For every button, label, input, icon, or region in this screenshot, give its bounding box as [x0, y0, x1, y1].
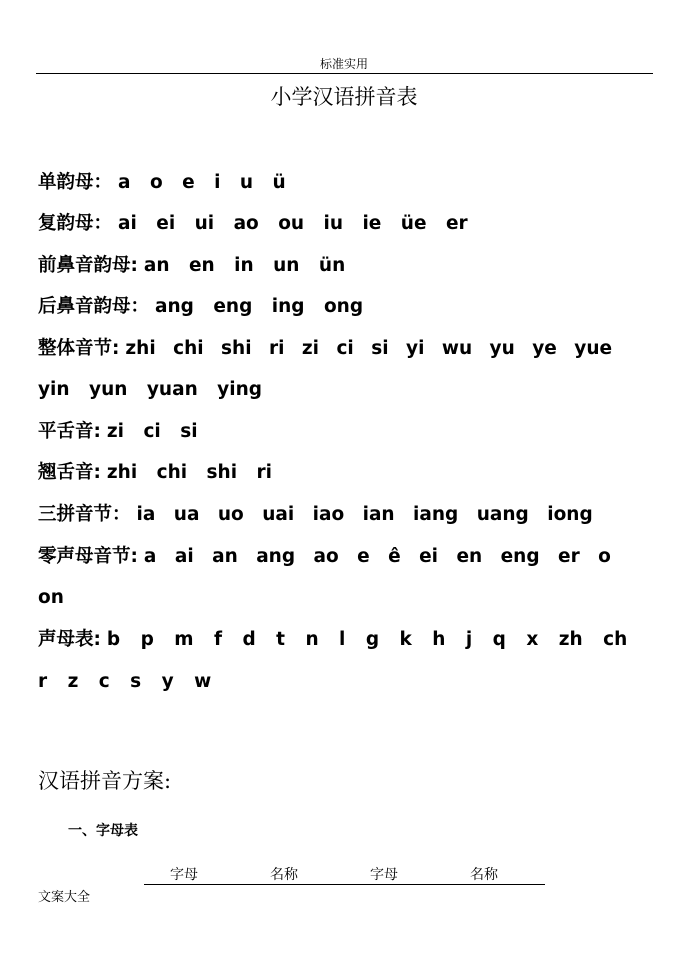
table-header-name: 名称: [270, 867, 298, 883]
page-footer: 文案大全: [38, 890, 91, 905]
pinyin-row-compound-finals: [38, 209, 468, 239]
pinyin-row-three-part-syllables: [38, 500, 593, 530]
row-label: 三拼音节：: [38, 504, 131, 525]
table-header-name: 名称: [470, 867, 498, 883]
pinyin-row-flat-tongue: [38, 417, 198, 447]
row-items: ang eng ing ong: [155, 296, 364, 317]
pinyin-row-whole-syllables-cont: [38, 375, 262, 405]
pinyin-row-back-nasal-finals: [38, 292, 363, 322]
header-rule: [36, 73, 653, 74]
document-title: 小学汉语拼音表: [270, 85, 418, 109]
pinyin-row-retroflex: [38, 458, 272, 488]
row-label: 复韵母：: [38, 213, 113, 234]
row-items: ia ua uo uai iao ian iang uang iong: [136, 504, 593, 525]
row-label: 前鼻音韵母:: [38, 255, 138, 276]
table-header-letter: 字母: [370, 867, 398, 883]
row-items: an en in un ün: [143, 255, 346, 276]
row-label: 零声母音节:: [38, 546, 138, 567]
pinyin-row-zero-initial-cont: [38, 583, 64, 613]
row-items: on: [38, 587, 64, 608]
row-label: 平舌音:: [38, 421, 101, 442]
row-items: zhi chi shi ri: [106, 462, 272, 483]
pinyin-row-whole-syllables: [38, 334, 612, 364]
section-subtitle: 一、字母表: [68, 823, 138, 839]
row-items: ai ei ui ao ou iu ie üe er: [118, 213, 468, 234]
row-items: a ai an ang ao e ê ei en eng er o: [143, 546, 611, 567]
pinyin-row-front-nasal-finals: [38, 251, 345, 281]
row-label: 翘舌音:: [38, 462, 101, 483]
row-items: zhi chi shi ri zi ci si yi wu yu ye yue: [125, 338, 613, 359]
pinyin-row-initials: [38, 625, 627, 655]
row-items: r z c s y w: [38, 671, 212, 692]
row-label: 后鼻音韵母：: [38, 296, 150, 317]
row-label: 整体音节:: [38, 338, 120, 359]
row-items: a o e i u ü: [118, 172, 286, 193]
pinyin-row-zero-initial: [38, 542, 611, 572]
pinyin-row-single-finals: [38, 168, 286, 198]
row-items: yin yun yuan ying: [38, 379, 262, 400]
row-items: b p m f d t n l g k h j q x zh ch: [106, 629, 628, 650]
row-items: zi ci si: [106, 421, 198, 442]
row-label: 单韵母：: [38, 172, 113, 193]
pinyin-row-initials-cont: [38, 667, 211, 697]
row-label: 声母表:: [38, 629, 101, 650]
section-title: 汉语拼音方案:: [38, 769, 172, 793]
page-header: 标准实用: [319, 57, 368, 71]
table-header-letter: 字母: [170, 867, 198, 883]
table-header-rule: [144, 884, 545, 885]
